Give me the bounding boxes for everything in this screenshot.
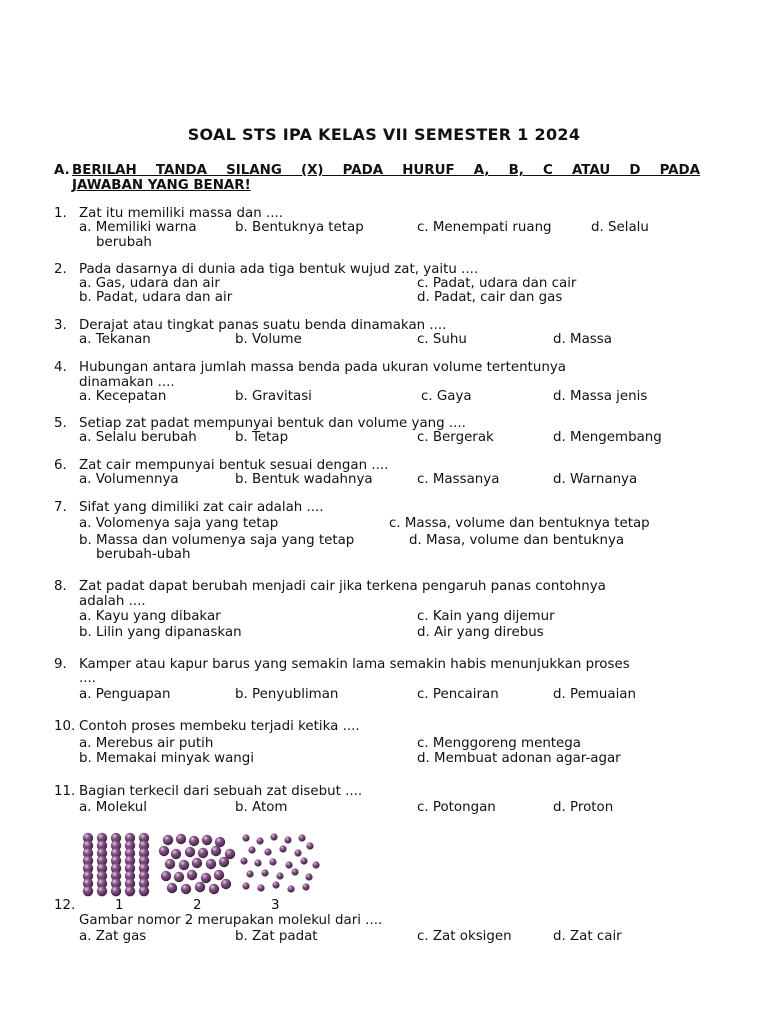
question-number: 5. bbox=[54, 416, 67, 431]
option-b[interactable]: b. Tetap bbox=[235, 430, 289, 445]
option-b[interactable]: b. Gravitasi bbox=[235, 389, 312, 404]
question-stem: Hubungan antara jumlah massa benda pada ukuran volume tertentunya bbox=[79, 360, 566, 375]
section-instruction-line-2: JAWABAN YANG BENAR! bbox=[72, 178, 251, 193]
molecule-dot bbox=[215, 837, 225, 847]
option-d-continued: berubah bbox=[96, 235, 152, 250]
molecule-dot bbox=[214, 870, 224, 880]
molecule-dot bbox=[248, 846, 255, 853]
option-b[interactable]: b. Lilin yang dipanaskan bbox=[79, 625, 242, 640]
molecule-dot bbox=[246, 870, 253, 877]
figure-label-3: 3 bbox=[271, 898, 280, 913]
molecule-dot bbox=[192, 858, 202, 868]
molecule-dot bbox=[167, 883, 177, 893]
molecule-dot bbox=[300, 857, 307, 864]
molecule-dot bbox=[240, 857, 247, 864]
molecule-dot bbox=[254, 859, 261, 866]
question-number: 10. bbox=[54, 719, 76, 734]
question-number: 12. bbox=[54, 898, 76, 913]
option-d[interactable]: d. Warnanya bbox=[553, 472, 638, 487]
question-stem: Bagian terkecil dari sebuah zat disebut .... bbox=[79, 784, 363, 799]
option-b[interactable]: b. Atom bbox=[235, 800, 288, 815]
solid-molecules bbox=[83, 833, 149, 897]
option-d-continued: berubah-ubah bbox=[96, 547, 191, 562]
question-number: 3. bbox=[54, 318, 67, 333]
option-c[interactable]: c. Padat, udara dan cair bbox=[417, 276, 577, 291]
question-stem: Kamper atau kapur barus yang semakin lama semakin habis menunjukkan proses bbox=[79, 657, 630, 672]
option-c[interactable]: c. Bergerak bbox=[417, 430, 494, 445]
question-stem: Zat padat dapat berubah menjadi cair jika terkena pengaruh panas contohnya bbox=[79, 579, 606, 594]
molecule-dot bbox=[139, 886, 149, 896]
molecule-dot bbox=[176, 834, 186, 844]
question-number: 1. bbox=[54, 206, 67, 221]
molecule-dot bbox=[201, 873, 211, 883]
option-c[interactable]: c. Menempati ruang bbox=[417, 220, 552, 235]
molecule-dot bbox=[276, 872, 283, 879]
option-a[interactable]: a. Memiliki warna bbox=[79, 220, 197, 235]
section-letter: A. bbox=[54, 163, 70, 178]
question-number: 6. bbox=[54, 458, 67, 473]
option-b[interactable]: b. Zat padat bbox=[235, 929, 318, 944]
option-d[interactable]: d. Massa bbox=[553, 332, 612, 347]
molecule-dot bbox=[285, 861, 292, 868]
molecule-dot bbox=[242, 834, 249, 841]
option-a[interactable]: a. Selalu berubah bbox=[79, 430, 197, 445]
question-number: 8. bbox=[54, 579, 67, 594]
molecule-dot bbox=[306, 842, 313, 849]
molecule-dot bbox=[159, 846, 169, 856]
molecule-dot bbox=[302, 883, 309, 890]
option-d[interactable]: d. Pemuaian bbox=[553, 687, 636, 702]
molecule-dot bbox=[202, 835, 212, 845]
question-stem: Derajat atau tingkat panas suatu benda dinamakan .... bbox=[79, 318, 447, 333]
option-d[interactable]: d. Air yang direbus bbox=[417, 625, 544, 640]
molecule-dot bbox=[187, 870, 197, 880]
molecule-dot bbox=[163, 835, 173, 845]
molecule-dot bbox=[97, 886, 107, 896]
molecule-dot bbox=[111, 886, 121, 896]
option-c[interactable]: c. Gaya bbox=[421, 389, 472, 404]
option-d[interactable]: d. Selalu bbox=[591, 220, 649, 235]
gas-molecules bbox=[240, 833, 319, 892]
option-a[interactable]: a. Gas, udara dan air bbox=[79, 276, 220, 291]
option-a[interactable]: a. Zat gas bbox=[79, 929, 147, 944]
option-c[interactable]: c. Kain yang dijemur bbox=[417, 609, 555, 624]
option-c[interactable]: c. Suhu bbox=[417, 332, 467, 347]
question-stem: Gambar nomor 2 merupakan molekul dari .... bbox=[79, 913, 383, 928]
option-d[interactable]: d. Massa jenis bbox=[553, 389, 648, 404]
molecule-dot bbox=[257, 884, 264, 891]
molecule-dot bbox=[264, 848, 271, 855]
option-b[interactable]: b. Memakai minyak wangi bbox=[79, 751, 255, 766]
option-b[interactable]: b. Padat, udara dan air bbox=[79, 290, 233, 305]
question-stem: Zat cair mempunyai bentuk sesuai dengan .... bbox=[79, 458, 389, 473]
molecule-dot bbox=[174, 872, 184, 882]
question-stem-continued: .... bbox=[79, 671, 97, 686]
molecule-dot bbox=[270, 833, 277, 840]
option-a[interactable]: a. Penguapan bbox=[79, 687, 171, 702]
option-d[interactable]: d. Mengembang bbox=[553, 430, 662, 445]
molecule-dot bbox=[161, 871, 171, 881]
molecule-dot bbox=[279, 845, 286, 852]
molecule-arrangement-figure bbox=[80, 832, 320, 898]
option-a[interactable]: a. Kayu yang dibakar bbox=[79, 609, 221, 624]
option-a[interactable]: a. Merebus air putih bbox=[79, 736, 214, 751]
section-instruction-line-1: BERILAH TANDA SILANG (X) PADA HURUF A, B, C ATAU D PADA bbox=[72, 163, 700, 178]
molecule-dot bbox=[211, 846, 221, 856]
molecule-dot bbox=[294, 849, 301, 856]
question-number: 4. bbox=[54, 360, 67, 375]
option-d[interactable]: d. Padat, cair dan gas bbox=[417, 290, 563, 305]
molecule-dot bbox=[181, 884, 191, 894]
molecule-dot bbox=[261, 869, 268, 876]
question-number: 7. bbox=[54, 500, 67, 515]
option-a[interactable]: a. Molekul bbox=[79, 800, 147, 815]
option-c[interactable]: c. Zat oksigen bbox=[417, 929, 512, 944]
molecule-dot bbox=[206, 859, 216, 869]
molecule-dot bbox=[287, 885, 294, 892]
option-c[interactable]: c. Pencairan bbox=[417, 687, 499, 702]
option-a[interactable]: a. Kecepatan bbox=[79, 389, 167, 404]
option-a[interactable]: a. Tekanan bbox=[79, 332, 151, 347]
option-a[interactable]: a. Volumennya bbox=[79, 472, 179, 487]
molecule-dot bbox=[83, 886, 93, 896]
molecule-dot bbox=[198, 848, 208, 858]
option-d[interactable]: d. Proton bbox=[553, 800, 614, 815]
molecule-dot bbox=[284, 836, 291, 843]
molecule-dot bbox=[298, 834, 305, 841]
question-stem: Pada dasarnya di dunia ada tiga bentuk wujud zat, yaitu .... bbox=[79, 262, 479, 277]
figure-label-2: 2 bbox=[193, 898, 202, 913]
question-number: 2. bbox=[54, 262, 67, 277]
molecule-dot bbox=[165, 859, 175, 869]
option-b[interactable]: b. Bentuk wadahnya bbox=[235, 472, 373, 487]
option-a[interactable]: a. Volomenya saja yang tetap bbox=[79, 516, 279, 531]
question-stem-continued: dinamakan .... bbox=[79, 375, 175, 390]
molecule-dot bbox=[209, 884, 219, 894]
molecule-dot bbox=[269, 858, 276, 865]
molecule-dot bbox=[291, 868, 298, 875]
molecule-dot bbox=[221, 879, 231, 889]
molecule-dot bbox=[312, 861, 319, 868]
option-d[interactable]: d. Masa, volume dan bentuknya bbox=[409, 533, 625, 548]
question-stem-continued: adalah .... bbox=[79, 594, 146, 609]
option-b[interactable]: b. Bentuknya tetap bbox=[235, 220, 364, 235]
question-number: 11. bbox=[54, 784, 76, 799]
option-c[interactable]: c. Menggoreng mentega bbox=[417, 736, 582, 751]
option-b[interactable]: b. Penyubliman bbox=[235, 687, 339, 702]
option-b[interactable]: b. Massa dan volumenya saja yang tetap bbox=[79, 533, 355, 548]
molecule-dot bbox=[185, 847, 195, 857]
molecule-dot bbox=[256, 837, 263, 844]
molecule-dot bbox=[305, 873, 312, 880]
option-b[interactable]: b. Volume bbox=[235, 332, 302, 347]
molecule-dot bbox=[272, 881, 279, 888]
molecule-dot bbox=[242, 882, 249, 889]
molecule-dot bbox=[195, 882, 205, 892]
option-d[interactable]: d. Zat cair bbox=[553, 929, 622, 944]
liquid-molecules bbox=[159, 834, 235, 894]
molecule-dot bbox=[225, 849, 235, 859]
question-stem: Contoh proses membeku terjadi ketika .... bbox=[79, 719, 360, 734]
figure-label-1: 1 bbox=[115, 898, 124, 913]
option-d[interactable]: d. Membuat adonan agar-agar bbox=[417, 751, 621, 766]
question-number: 9. bbox=[54, 657, 67, 672]
question-stem: Setiap zat padat mempunyai bentuk dan volume yang .... bbox=[79, 416, 466, 431]
page-title: SOAL STS IPA KELAS VII SEMESTER 1 2024 bbox=[187, 125, 581, 144]
molecule-dot bbox=[179, 860, 189, 870]
molecule-dot bbox=[171, 849, 181, 859]
question-stem: Zat itu memiliki massa dan .... bbox=[79, 206, 283, 221]
option-c[interactable]: c. Massa, volume dan bentuknya tetap bbox=[389, 516, 650, 531]
molecule-dot bbox=[189, 836, 199, 846]
molecule-dot bbox=[125, 886, 135, 896]
option-c[interactable]: c. Massanya bbox=[417, 472, 500, 487]
question-stem: Sifat yang dimiliki zat cair adalah .... bbox=[79, 500, 324, 515]
option-c[interactable]: c. Potongan bbox=[417, 800, 496, 815]
